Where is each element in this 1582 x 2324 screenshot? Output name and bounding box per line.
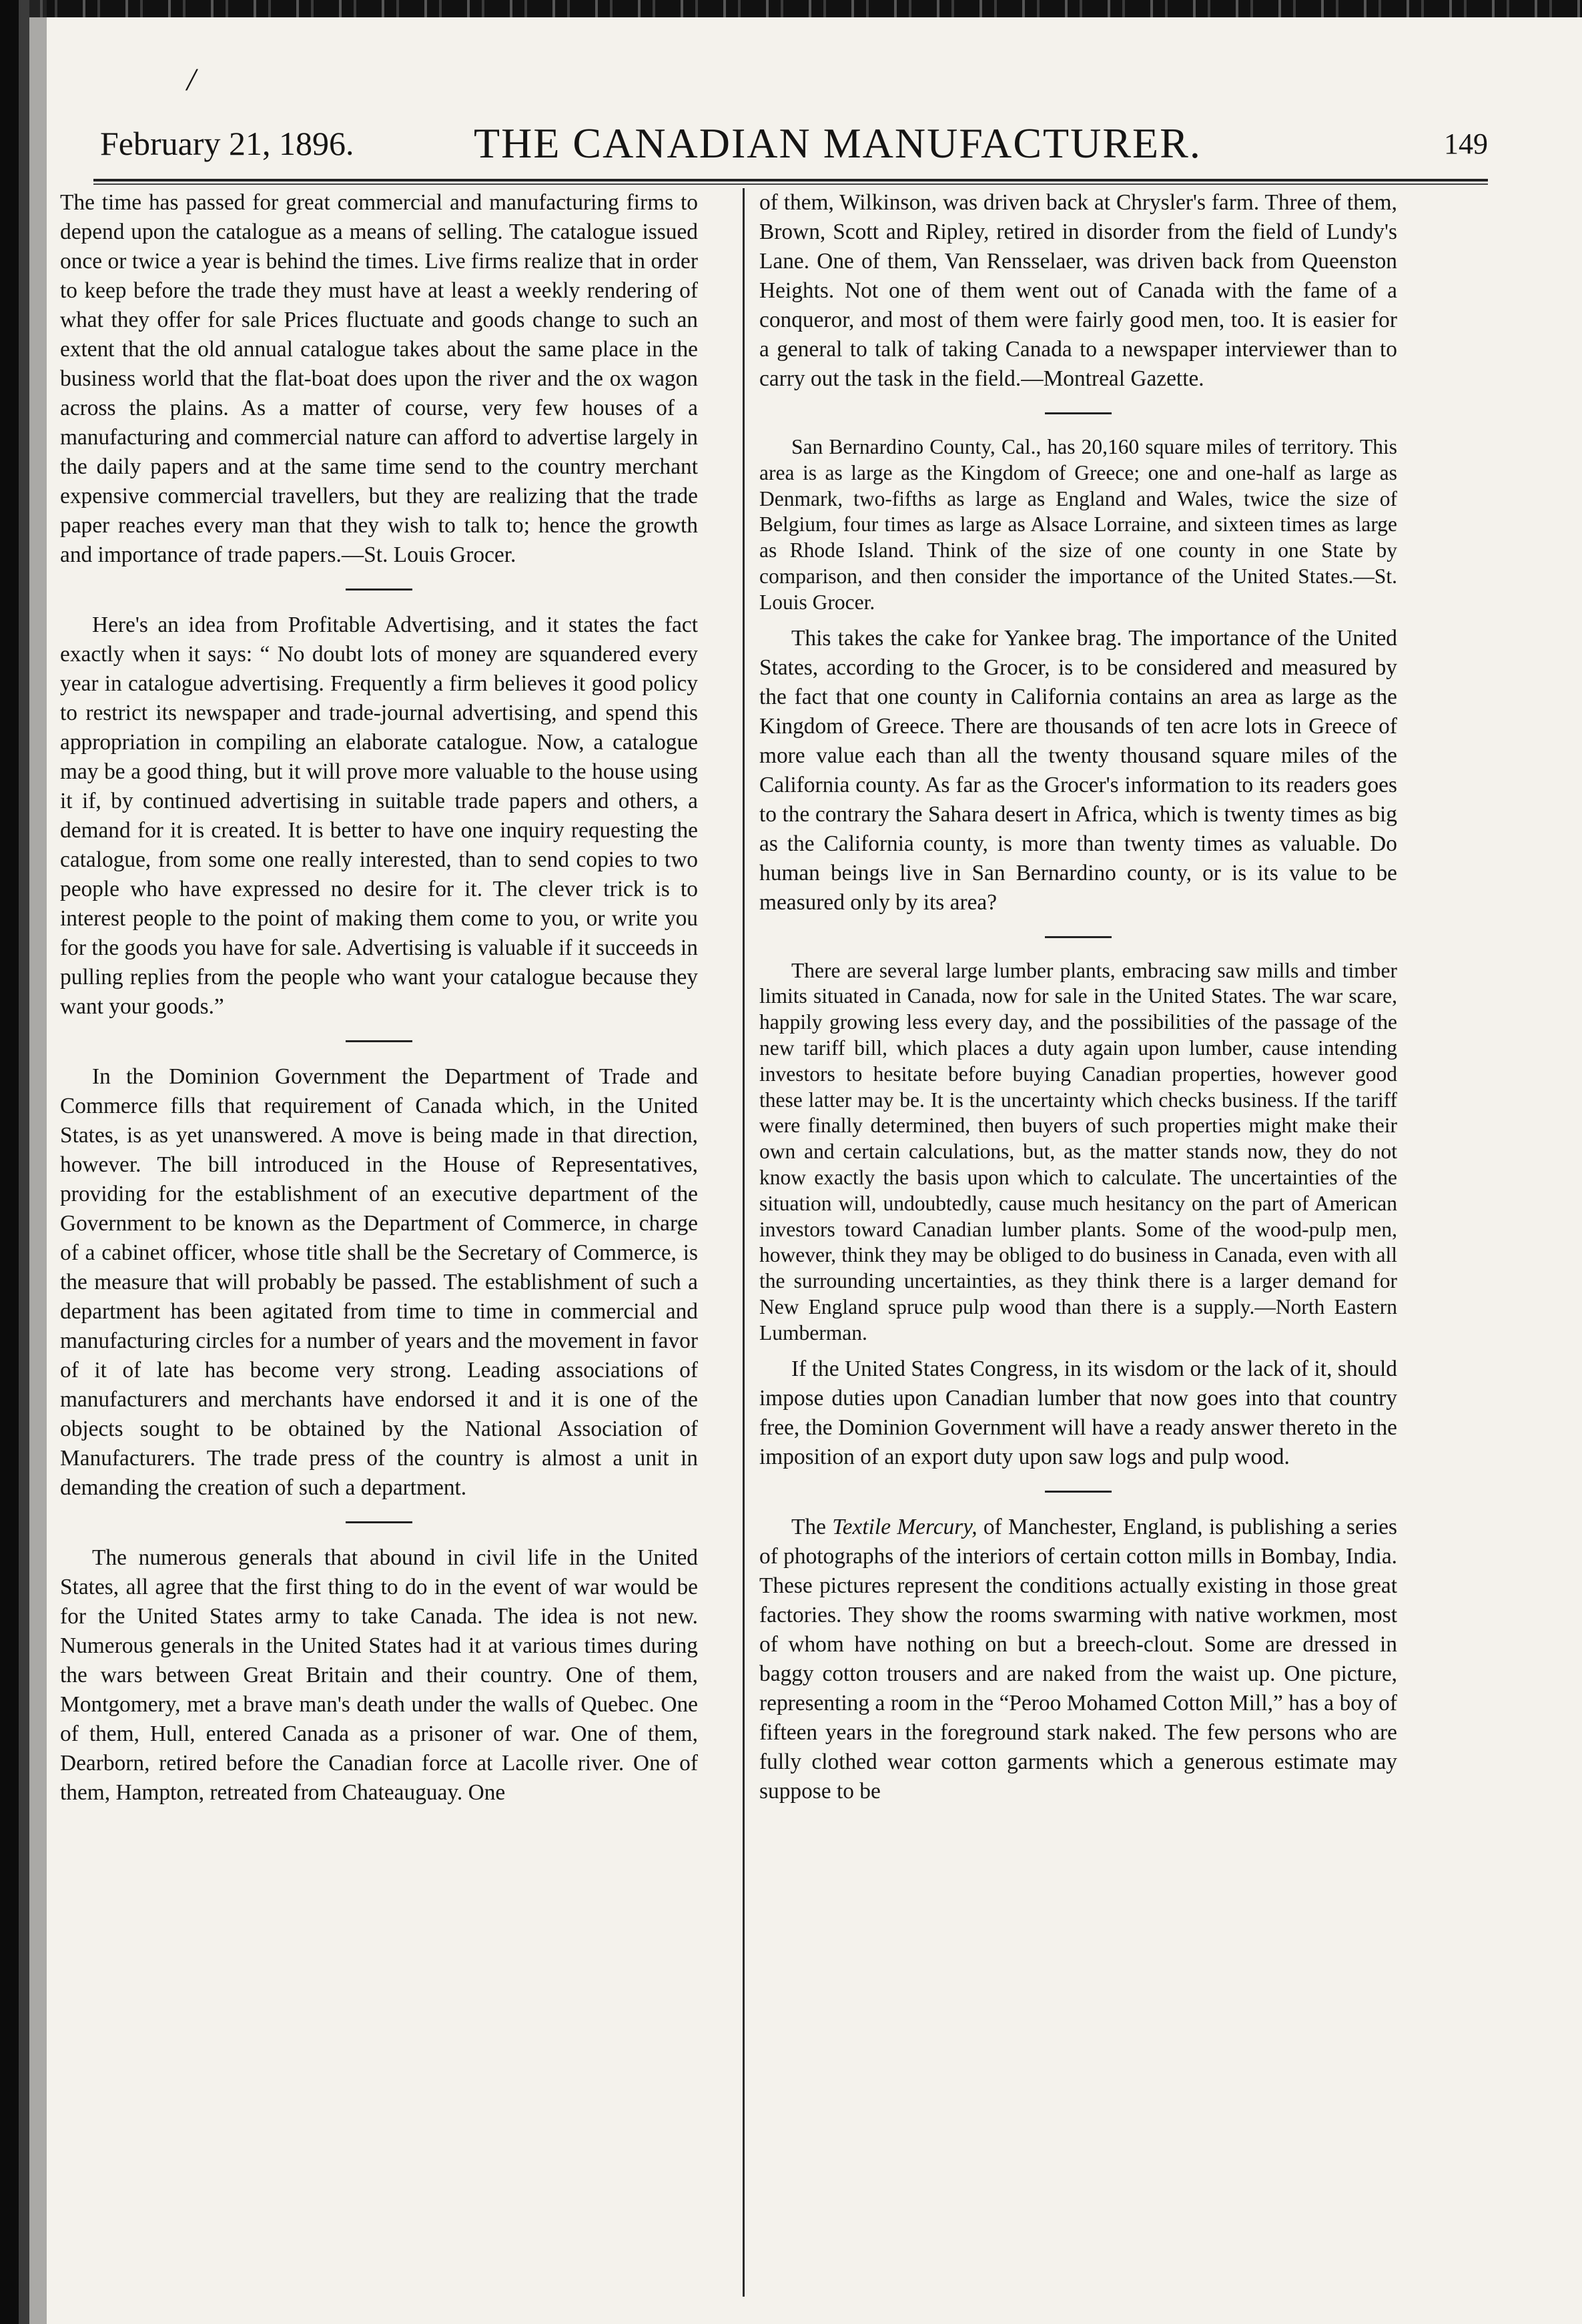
article-san-bernardino: San Bernardino County, Cal., has 20,160 square miles of territory. This area is as large as the Kingdom of Greece; one and one-half as large as Denmark, two-fifths as large as England and Wales, twice the size of Belgium, four times as large as Alsace Lorraine, and sixteen times as large as Rhode Island. Think of the size of one county in one State by comparison, and then consider the importance of the United States.—St. Louis Grocer.: [759, 435, 1397, 614]
article-generals-continued: of them, Wilkinson, was driven back at Chrysler's farm. Three of them, Brown, Scott and Ripley, retired in disorder from the field of Lundy's Lane. One of them, Van Rensselaer, was driven back from Queenston Heights. Not one of them went out of Canada with the fame of a conqueror, and most of them were fairly good men, too. It is easier for a general to talk of taking Canada to a newspaper interviewer than to carry out the task in the field.—Montreal Gazette.: [759, 190, 1397, 391]
article-department-of-trade: In the Dominion Government the Department of Trade and Commerce fills that requirement of Canada which, in the United States, is as yet unanswered. A move is being made in that direction, however. The bill introduced in the House of Representatives, providing for the establishment of an executive department of the Government to be known as the Department of Commerce, in charge of a cabinet officer, whose title shall be the Secretary of Commerce, is the measure that will probably be passed. The establishment of such a department has been agitated from time to time in commercial and manufacturing circles for a number of years and the movement in favor of it of late has become very strong. Leading associations of manufacturers and merchants have endorsed it and it is one of the objects sought to be obtained by the National Association of Manufacturers. The trade press of the country is almost a unit in demanding the creation of such a department.: [60, 1064, 698, 1500]
article-separator: [1045, 936, 1112, 938]
article-export-duty: If the United States Congress, in its wisdom or the lack of it, should impose duties upon Canadian lumber that now goes into that country free, the Dominion Government will have a ready answer thereto in the imposition of an export duty upon saw logs and pulp wood.: [759, 1356, 1397, 1469]
article-separator: [346, 589, 412, 591]
article-generals: The numerous generals that abound in civil life in the United States, all agree that the first thing to do in the event of war would be for the United States army to take Canada. The idea is not new. Numerous generals in the United States had it at various times during the wars between Great Britain and their country. One of them, Montgomery, met a brave man's death under the walls of Quebec. One of them, Hull, entered Canada as a prisoner of war. One of them, Dearborn, retired before the Canadian force at Lacolle river. One of them, Hampton, retreated from Chateauguay. One: [60, 1545, 698, 1805]
article-lumber-plants: There are several large lumber plants, embracing saw mills and timber limits situated in Canada, now for sale in the United States. The war scare, happily growing less every day, and the possibilities of the passage of the new tariff bill, which places a duty again upon lumber, cause intending investors to hesitate before buying Canadian properties, however good these latter may be. It is the uncertainty which checks business. If the tariff were finally determined, then buyers of such properties might make their own and certain calculations, but, as the matter stands now, they do not know exactly the basis upon which to calculate. The uncertainties of the situation will, undoubtedly, cause much hesitancy on the part of American investors toward Canadian lumber plants. Some of the wood-pulp men, however, think they may be obliged to do business in Canada, even with all the surrounding uncertainties, as they think there is a larger demand for New England spruce pulp wood than there is a supply.—North Eastern Lumberman.: [759, 958, 1397, 1344]
scan-binding-edge: [0, 0, 47, 2324]
header-rule: [93, 179, 1488, 185]
article-separator: [346, 1521, 412, 1523]
margin-mark: /: [187, 62, 196, 97]
article-yankee-brag: This takes the cake for Yankee brag. The importance of the United States, according to the Grocer, is to be considered and measured by the fact that one county in California contains an area as large as the Kingdom of Greece. There are thousands of ten acre lots in Greece of more value each than all the twenty thousand square miles of the California county. As far as the Grocer's information to its readers goes to the contrary the Sahara desert in Africa, which is twenty times as big as the California county, is more than twenty times as valuable. Do human beings live in San Bernardino county, or is its value to be measured only by its area?: [759, 625, 1397, 915]
masthead: [100, 119, 1488, 172]
column-divider: [743, 188, 745, 2297]
article-profitable-advertising: Here's an idea from Profitable Advertising, and it states the fact exactly when it says: “ No doubt lots of money are squandered every year in catalogue advertising. Frequently a firm believes it good policy to restrict its newspaper and trade-journal advertising, and spend this appropriation in compiling an elaborate catalogue. Now, a catalogue may be a good thing, but it will prove more valuable to the house using it if, by continued advertising in suitable trade papers and others, a demand for it is created. It is better to have one inquiry requesting the catalogue, from some one really interested, than to send copies to two people who have expressed no desire for it. The clever trick is to interest people to the point of making them come to you, or write you for the goods you have for sale. Advertising is valuable if it succeeds in pulling replies from the people who want your catalogue because they want your goods.”: [60, 613, 698, 1019]
article-separator: [1045, 412, 1112, 414]
article-catalogue-times: The time has passed for great commercial and manufacturing firms to depend upon the catalogue as a means of selling. The catalogue issued once or twice a year is behind the times. Live firms realize that in order to keep before the trade they must have at least a weekly rendering of what they offer for sale Prices fluctuate and goods change to such an extent that the old annual catalogue takes about the same place in the business world that the flat-boat does upon the river and the ox wagon across the plains. As a matter of course, very few houses of a manufacturing and commercial nature can afford to advertise largely in the daily papers and at the same time send to the country merchant expensive commercial travellers, but they are realizing that the trade paper reaches every man that they wish to talk to; hence the growth and importance of trade papers.—St. Louis Grocer.: [60, 190, 698, 567]
left-column: [60, 188, 698, 1808]
publication-title: THE CANADIAN MANUFACTURER.: [474, 119, 1202, 167]
article-separator: [1045, 1491, 1112, 1493]
page-number: 149: [1444, 127, 1488, 160]
scan-top-edge: [0, 0, 1582, 17]
right-column: [759, 188, 1397, 1806]
textile-lead: The: [791, 1514, 833, 1539]
article-separator: [346, 1040, 412, 1042]
textile-body: of Manchester, England, is publishing a series of photographs of the interiors of certain cotton mills in Bombay, India. These pictures represent the conditions actually existing in those great factories. They show the rooms swarming with native workmen, most of whom have nothing on but a breech-clout. Some are dressed in baggy cotton trousers and are naked from the waist up. One picture, representing a room in the “Peroo Mohamed Cotton Mill,” has a boy of fifteen years in the foreground stark naked. The few persons who are fully clothed wear cotton garments which a generous estimate may suppose to be: [759, 1514, 1397, 1804]
issue-date: February 21, 1896.: [100, 125, 354, 162]
textile-mercury-title: Textile Mercury,: [832, 1514, 977, 1539]
article-textile-mercury: [759, 1513, 1397, 1806]
